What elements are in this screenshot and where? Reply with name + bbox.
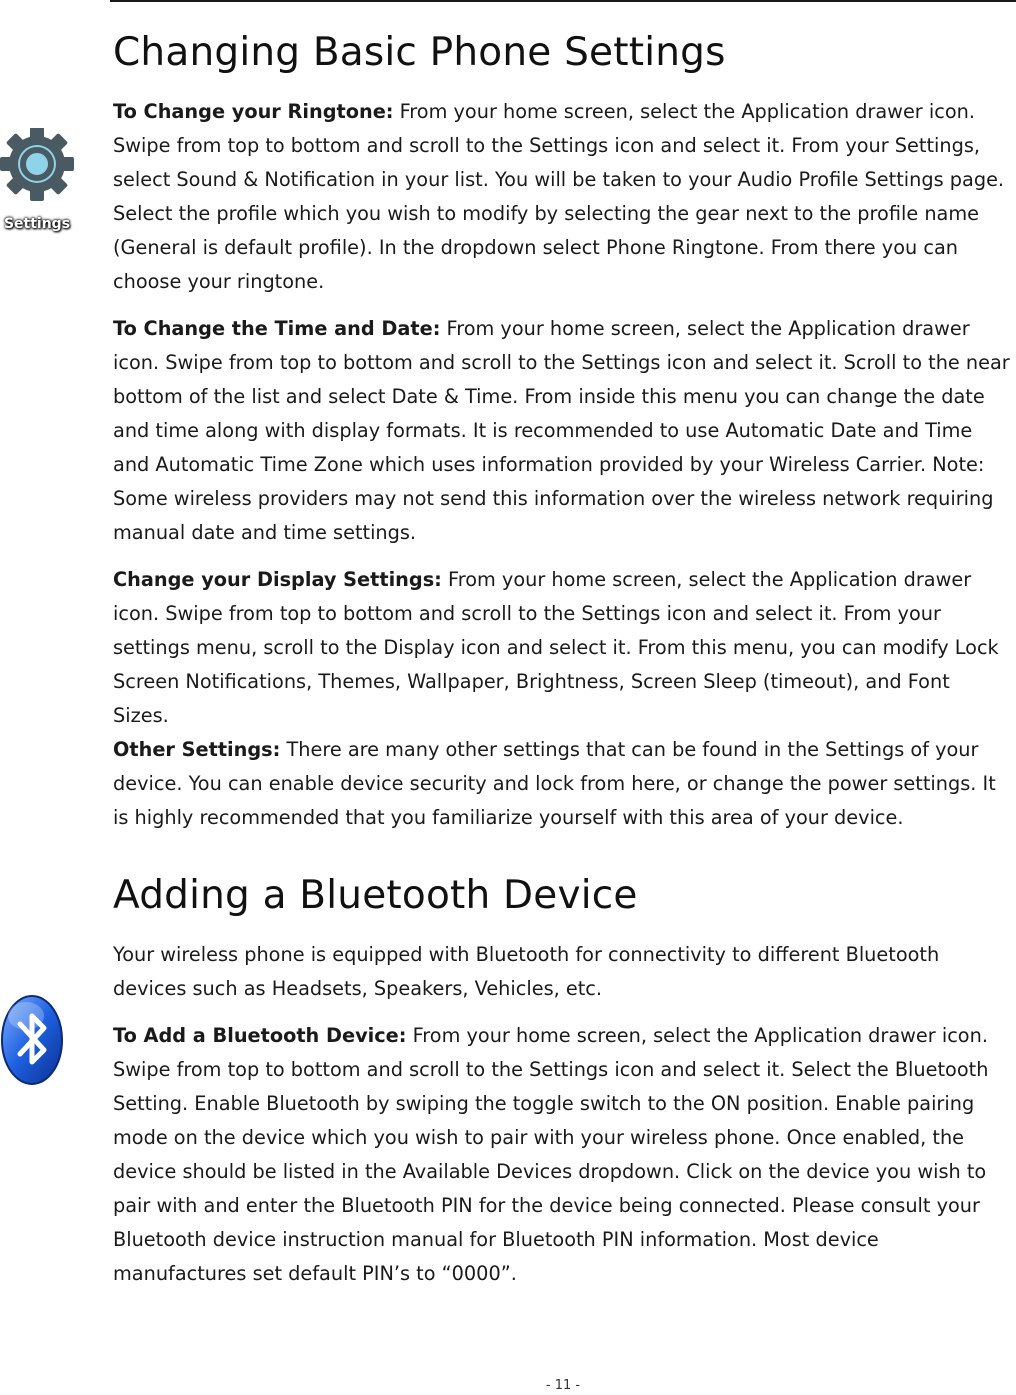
page-content — [113, 30, 1011, 1304]
paragraph-lead: Change your Display Settings: — [113, 567, 442, 591]
paragraph-lead: To Add a Bluetooth Device: — [113, 1023, 407, 1047]
paragraph-display — [113, 563, 1011, 733]
page-number: - 11 - — [545, 1378, 581, 1393]
paragraph-body: There are many other settings that can be found in the Settings of your device. You can enable device security and lock from here, or change the power settings. It is highly recommended that you familiarize yourself with this area of your device. — [113, 737, 996, 829]
paragraph-lead: To Change the Time and Date: — [113, 316, 441, 340]
paragraph-body: From your home screen, select the Application drawer icon. Swipe from top to bottom and scroll to the Settings icon and select it. Select the Bluetooth Setting. Enable Bluetooth by swiping the toggle switch to the ON position. Enable pairing mode on the device which you wish to pair with your wireless phone. Once enabled, the device should be listed in the Available Devices dropdown. Click on the device you wish to pair with and enter the Bluetooth PIN for the device being connected. Please consult your Bluetooth device instruction manual for Bluetooth PIN information. Most device manufactures set default PIN’s to “0000”. — [113, 1023, 989, 1285]
paragraph-body: From your home screen, select the Application drawer icon. Swipe from top to bottom and scroll to the Settings icon and select it. Scroll to the near bottom of the list and select Date & Time. From inside this menu you can change the date and time along with display formats. It is recommended to use Automatic Date and Time and Automatic Time Zone which uses information provided by your Wireless Carrier. Note: Some wireless providers may not send this information over the wireless network requiring manual date and time settings. — [113, 316, 1010, 544]
section-title-bluetooth: Adding a Bluetooth Device — [113, 872, 638, 918]
bluetooth-app-icon — [0, 994, 64, 1086]
paragraph-other — [113, 733, 1011, 835]
paragraph-ringtone — [113, 95, 1011, 299]
paragraph-bluetooth-intro: Your wireless phone is equipped with Bluetooth for connectivity to different Bluetooth devices such as Headsets, Speakers, Vehicles, etc. — [113, 942, 940, 1000]
settings-app-icon — [0, 128, 74, 236]
paragraph-lead: Other Settings: — [113, 737, 281, 761]
top-rule — [110, 0, 1016, 2]
paragraph-add-bluetooth — [113, 1019, 1011, 1291]
paragraph-body: From your home screen, select the Application drawer icon. Swipe from top to bottom and scroll to the Settings icon and select it. From your Settings, select Sound & Notification in your list. You will be taken to your Audio Profile Settings page. Select the profile which you wish to modify by selecting the gear next to the profile name (General is default profile). In the dropdown select Phone Ringtone. From there you can choose your ringtone. — [113, 99, 1005, 293]
gear-icon — [0, 128, 74, 214]
bluetooth-icon — [0, 994, 64, 1086]
settings-icon-label: Settings — [3, 216, 71, 232]
paragraph-lead: To Change your Ringtone: — [113, 99, 394, 123]
section-title-basic-settings: Changing Basic Phone Settings — [113, 30, 726, 75]
paragraph-time-date — [113, 312, 1011, 550]
paragraph-body: From your home screen, select the Application drawer icon. Swipe from top to bottom and scroll to the Settings icon and select it. From your settings menu, scroll to the Display icon and select it. From this menu, you can modify Lock Screen Notifications, Themes, Wallpaper, Brightness, Screen Sleep (timeout), and Font Sizes. — [113, 567, 999, 727]
